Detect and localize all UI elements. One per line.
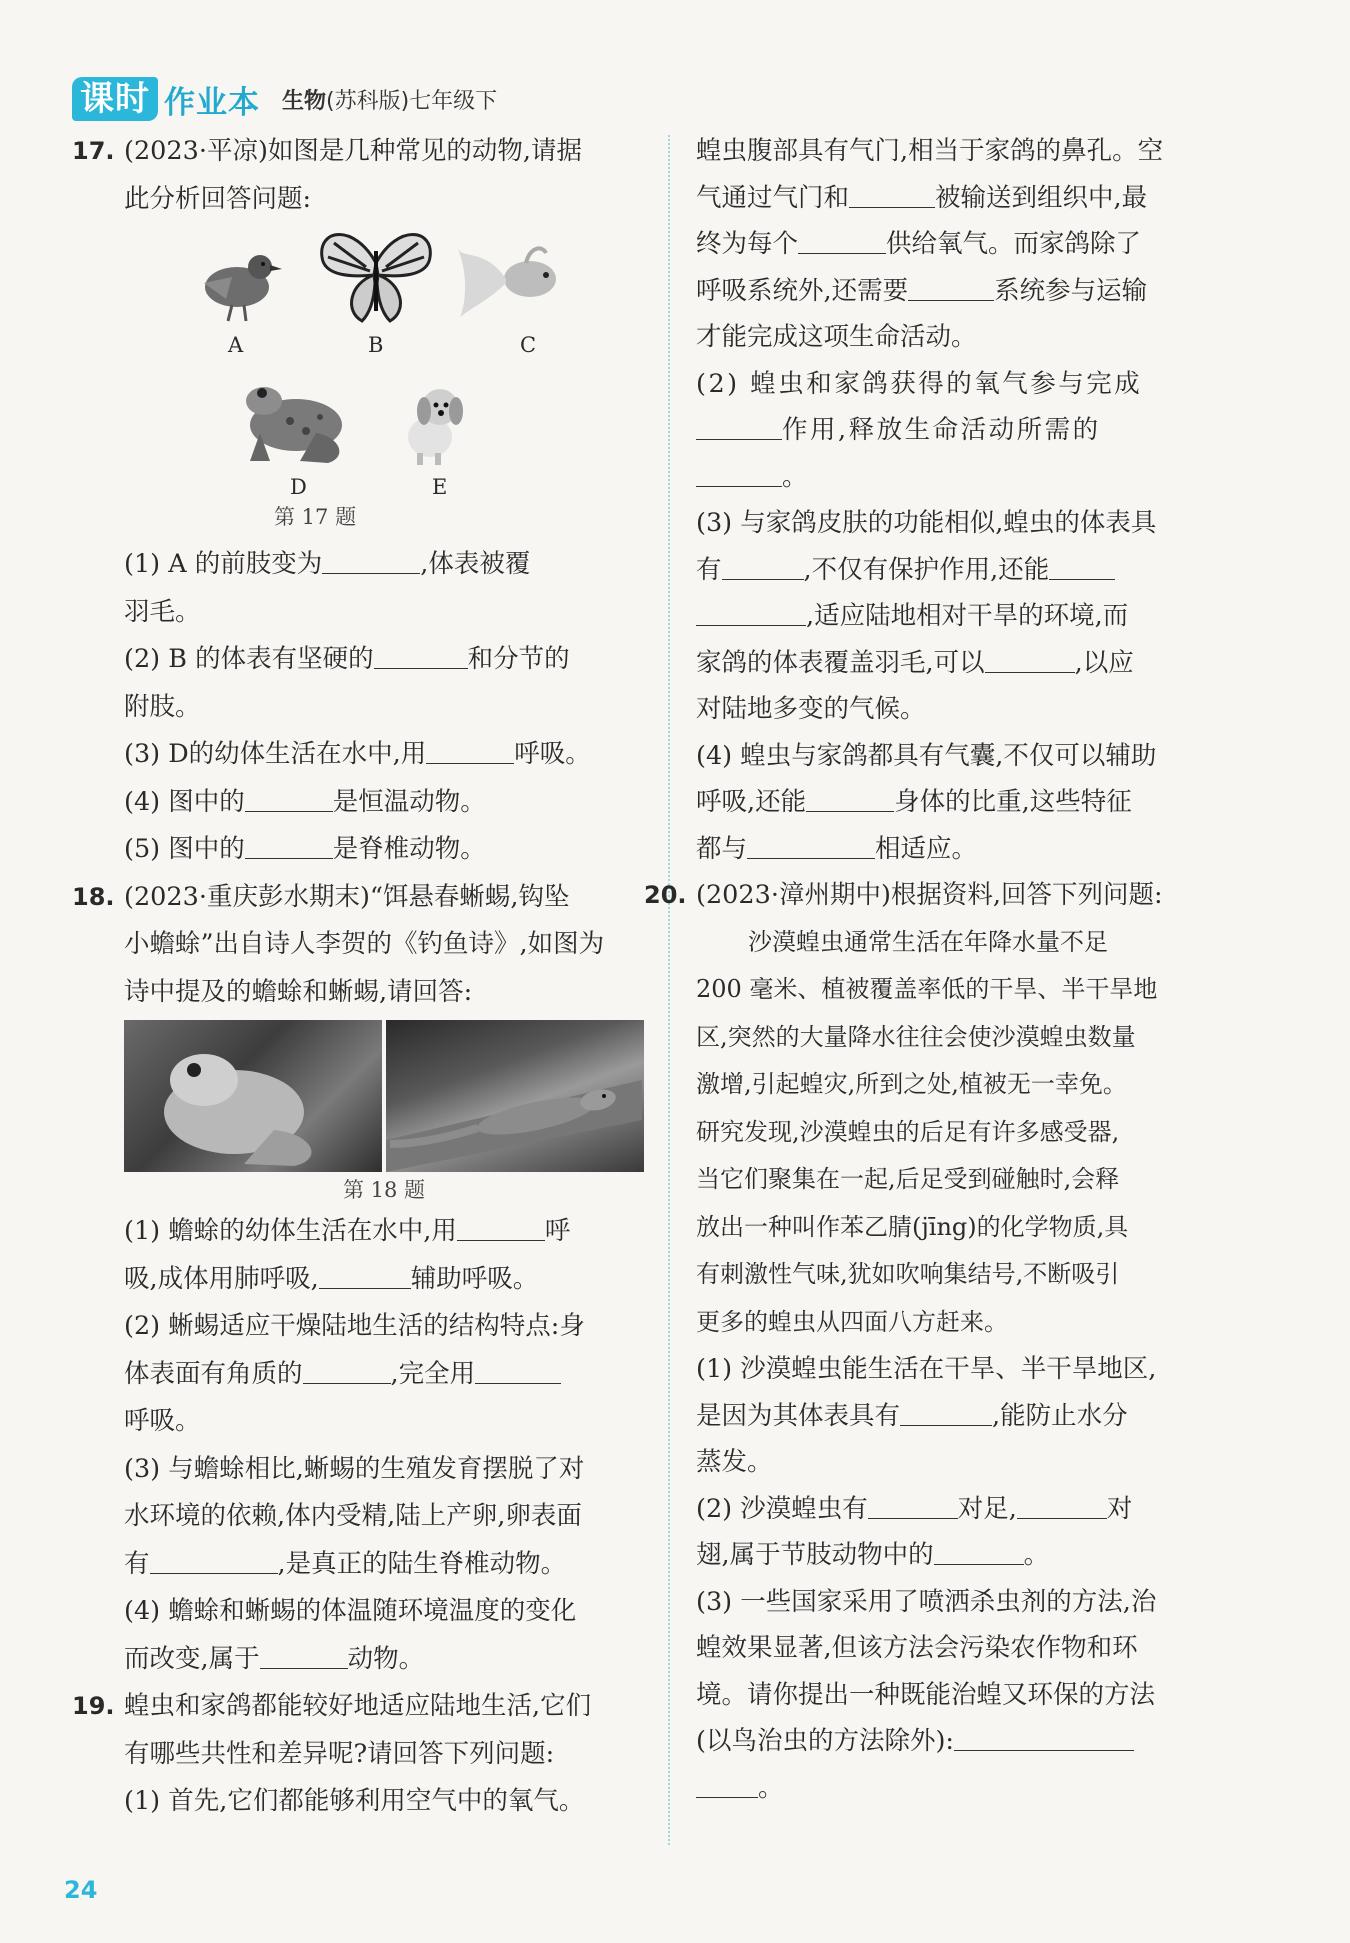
q20-material-9: 更多的蝗虫从四面八方赶来。 (696, 1307, 1008, 1336)
logo-rest: 作业本 (164, 84, 260, 121)
q18-p2c: ,完全用 (390, 1358, 476, 1389)
label-b: B (368, 333, 384, 357)
q20-p3d: (以鸟治虫的方法除外): (696, 1726, 954, 1756)
puppy-image (394, 381, 476, 467)
q17-p2c: 附肢。 (124, 691, 201, 722)
q18-stem-3: 诗中提及的蟾蜍和蜥蜴,请回答: (124, 976, 473, 1007)
q19-p4c: 身体的比重,这些特征 (894, 787, 1132, 817)
q17-number: 17. (72, 137, 115, 165)
q18-p3c: 有 (124, 1548, 150, 1579)
toad-image (124, 1020, 380, 1172)
q17-p2a: (2) B 的体表有坚硬的 (124, 644, 374, 674)
q19-p4d: 都与 (696, 833, 748, 864)
q17-p1a: (1) A 的前肢变为 (124, 549, 323, 579)
q19-blank-6[interactable] (722, 553, 804, 580)
q18-p1a: (1) 蟾蜍的幼体生活在水中,用 (124, 1216, 457, 1246)
q18-p1c: 吸,成体用肺呼吸, (124, 1263, 319, 1294)
q20-p3b: 蝗效果显著,但该方法会污染农作物和环 (696, 1633, 1138, 1663)
q18-stem-2: 小蟾蜍”出自诗人李贺的《钓鱼诗》,如图为 (124, 929, 605, 959)
book-logo (72, 77, 260, 122)
q18-p1d: 辅助呼吸。 (410, 1263, 539, 1294)
subject-edition: (苏科版)七年级下 (326, 88, 498, 114)
q19-p4e: 相适应。 (875, 833, 978, 864)
q20-p2c: 对 (1106, 1493, 1133, 1524)
q18-photo (124, 1020, 644, 1172)
q18-blank-3[interactable] (303, 1357, 391, 1384)
q17-blank-3[interactable] (426, 737, 514, 764)
q18-blank-2[interactable] (319, 1262, 411, 1289)
question-19 (72, 1683, 644, 1826)
q18-number: 18. (72, 882, 115, 911)
q18-p2b: 体表面有角质的 (124, 1358, 303, 1389)
q17-blank-2[interactable] (374, 642, 468, 669)
q19-blank-9[interactable] (806, 785, 894, 812)
q19-blank-5[interactable] (696, 460, 782, 487)
label-c: C (520, 333, 537, 357)
lizard-image (386, 1020, 642, 1172)
q20-p2e: 。 (1023, 1540, 1050, 1570)
q19-blank-10[interactable] (747, 832, 875, 859)
q20-material-6: 当它们聚集在一起,后足受到碰触时,会释 (696, 1165, 1120, 1193)
q17-blank-5[interactable] (245, 832, 333, 859)
q19-blank-3[interactable] (908, 274, 994, 301)
q17-p1b: ,体表被覆 (420, 549, 531, 579)
q19-p3f: ,以应 (1074, 647, 1134, 678)
q19-blank-8[interactable] (985, 646, 1075, 673)
q19-r4b: 系统参与运输 (994, 275, 1148, 306)
toad-photo (124, 1020, 382, 1172)
q19-p4a: (4) 蝗虫与家鸽都具有气囊,不仅可以辅助 (696, 740, 1157, 771)
q19-p2a: (2) 蝗虫和家鸽获得的氧气参与完成 (696, 368, 1143, 399)
q18-p3b: 水环境的依赖,体内受精,陆上产卵,卵表面 (124, 1501, 582, 1531)
label-e: E (432, 475, 448, 499)
question-19-continued (696, 128, 1264, 872)
frog-image (240, 373, 356, 469)
q18-p4a: (4) 蟾蜍和蜥蜴的体温随环境温度的变化 (124, 1596, 577, 1626)
q20-p3a: (3) 一些国家采用了喷洒杀虫剂的方法,治 (696, 1586, 1157, 1617)
question-18 (72, 874, 644, 1684)
q17-figure (124, 223, 644, 541)
logo-main: 课时 (72, 77, 158, 121)
q19-p3a: (3) 与家鸽皮肤的功能相似,蝗虫的体表具 (696, 508, 1157, 538)
pigeon-image (192, 237, 288, 327)
q17-p1c: 羽毛。 (124, 596, 201, 627)
q18-stem-1: (2023·重庆彭水期末)“饵悬春蜥蜴,钩坠 (124, 881, 570, 912)
q20-p3e: 。 (758, 1772, 784, 1803)
q19-r3b: 供给氧气。而家鸽除了 (886, 229, 1142, 259)
q20-p1c: ,能防止水分 (992, 1400, 1128, 1431)
q18-blank-5[interactable] (150, 1547, 278, 1574)
q18-p3a: (3) 与蟾蜍相比,蜥蜴的生殖发育摆脱了对 (124, 1453, 585, 1484)
left-column (72, 128, 644, 1826)
q19-stem-2: 有哪些共性和差异呢?请回答下列问题: (124, 1738, 555, 1769)
q17-p5b: 是脊椎动物。 (332, 834, 486, 864)
q20-material-5: 研究发现,沙漠蝗虫的后足有许多感受器, (696, 1117, 1120, 1146)
q18-p2a: (2) 蜥蜴适应干燥陆地生活的结构特点:身 (124, 1311, 585, 1341)
q19-p2b: 作用,释放生命活动所需的 (782, 415, 1101, 445)
q19-p1a: (1) 首先,它们都能够利用空气中的氧气。 (124, 1786, 585, 1816)
q20-material-2: 200 毫米、植被覆盖率低的干旱、半干旱地 (696, 975, 1158, 1003)
q18-blank-1[interactable] (457, 1214, 545, 1241)
q19-p3g: 对陆地多变的气候。 (696, 694, 926, 724)
q19-blank-1[interactable] (849, 181, 935, 208)
goldfish-image (456, 239, 568, 325)
q17-stem-2: 此分析回答问题: (124, 183, 312, 214)
q19-number: 19. (72, 1692, 115, 1720)
q20-stem: (2023·漳州期中)根据资料,回答下列问题: (696, 880, 1163, 910)
q18-p3d: ,是真正的陆生脊椎动物。 (277, 1548, 567, 1579)
page-header (72, 76, 497, 122)
q20-blank-1[interactable] (900, 1399, 992, 1426)
q19-p3e: 家鸽的体表覆盖羽毛,可以 (696, 647, 985, 678)
q19-p3c: ,不仅有保护作用,还能 (803, 554, 1050, 585)
q19-blank-7a[interactable] (1049, 553, 1115, 580)
q20-p1d: 蒸发。 (696, 1447, 773, 1477)
q19-r1: 蝗虫腹部具有气门,相当于家鸽的鼻孔。空 (696, 136, 1164, 166)
q17-p5a: (5) 图中的 (124, 834, 245, 864)
q20-p2d: 翅,属于节肢动物中的 (696, 1540, 934, 1570)
q20-blank-2[interactable] (868, 1492, 958, 1519)
q19-r2a: 气通过气门和 (696, 182, 850, 213)
q19-r2b: 被输送到组织中,最 (935, 182, 1148, 213)
right-column (644, 128, 1264, 1811)
question-20 (644, 872, 1264, 1811)
q18-p4c: 动物。 (347, 1643, 425, 1674)
q20-material-7: 放出一种叫作苯乙腈(jīng)的化学物质,具 (696, 1212, 1129, 1241)
q19-r3a: 终为每个 (696, 229, 799, 259)
label-d: D (290, 475, 307, 499)
q20-blank-5b[interactable] (696, 1771, 758, 1798)
q20-p1b: 是因为其体表具有 (696, 1400, 901, 1431)
q17-p4b: 是恒温动物。 (332, 786, 486, 817)
q17-p3a: (3) D的幼体生活在水中,用 (124, 739, 427, 769)
q19-blank-4[interactable] (696, 413, 782, 440)
q17-stem-1: (2023·平凉)如图是几种常见的动物,请据 (124, 136, 583, 166)
q20-p1a: (1) 沙漠蝗虫能生活在干旱、半干旱地区, (696, 1354, 1157, 1384)
q17-caption: 第 17 题 (274, 505, 357, 529)
q19-r5: 才能完成这项生命活动。 (696, 322, 977, 352)
label-a: A (228, 333, 244, 357)
q20-material-8: 有刺激性气味,犹如吹响集结号,不断吸引 (696, 1260, 1120, 1288)
q20-blank-5a[interactable] (954, 1724, 1134, 1751)
q19-p2c: 。 (782, 461, 808, 492)
q19-p3d: ,适应陆地相对干旱的环境,而 (806, 601, 1129, 631)
q19-p3b: 有 (696, 554, 722, 585)
q18-blank-4[interactable] (475, 1357, 561, 1384)
q20-blank-4[interactable] (934, 1538, 1024, 1565)
q17-p3b: 呼吸。 (514, 739, 591, 769)
q19-blank-2[interactable] (798, 227, 886, 254)
butterfly-image (314, 223, 438, 331)
q19-r4a: 呼吸系统外,还需要 (696, 275, 909, 306)
subject-bold: 生物 (282, 88, 327, 114)
q20-material-4: 激增,引起蝗灾,所到之处,植被无一幸免。 (696, 1070, 1127, 1098)
q19-blank-7b[interactable] (696, 599, 806, 626)
q20-p2b: 对足, (957, 1493, 1017, 1524)
q18-blank-6[interactable] (260, 1642, 348, 1669)
q20-material-3: 区,突然的大量降水往往会使沙漠蝗虫数量 (696, 1022, 1136, 1051)
q17-p2b: 和分节的 (467, 644, 570, 674)
q18-p2d: 呼吸。 (124, 1406, 201, 1436)
q20-blank-3[interactable] (1017, 1492, 1107, 1519)
q20-number: 20. (644, 881, 687, 909)
q17-blank-1[interactable] (322, 547, 420, 574)
lizard-photo (386, 1020, 644, 1172)
q18-p4b: 而改变,属于 (124, 1643, 260, 1674)
q18-caption: 第 18 题 (342, 1178, 426, 1202)
q19-p4b: 呼吸,还能 (696, 787, 807, 817)
q20-p3c: 境。请你提出一种既能治蝗又环保的方法 (696, 1679, 1156, 1710)
q17-blank-4[interactable] (245, 785, 333, 812)
q20-p2a: (2) 沙漠蝗虫有 (696, 1493, 868, 1524)
q17-p4a: (4) 图中的 (124, 786, 245, 817)
question-17 (72, 128, 644, 874)
q20-material-1: 沙漠蝗虫通常生活在年降水量不足 (748, 927, 1108, 956)
q19-stem-1: 蝗虫和家鸽都能较好地适应陆地生活,它们 (124, 1691, 592, 1721)
q18-p1b: 呼 (544, 1216, 571, 1246)
page-number: 24 (64, 1876, 98, 1904)
subject-title (282, 84, 497, 115)
